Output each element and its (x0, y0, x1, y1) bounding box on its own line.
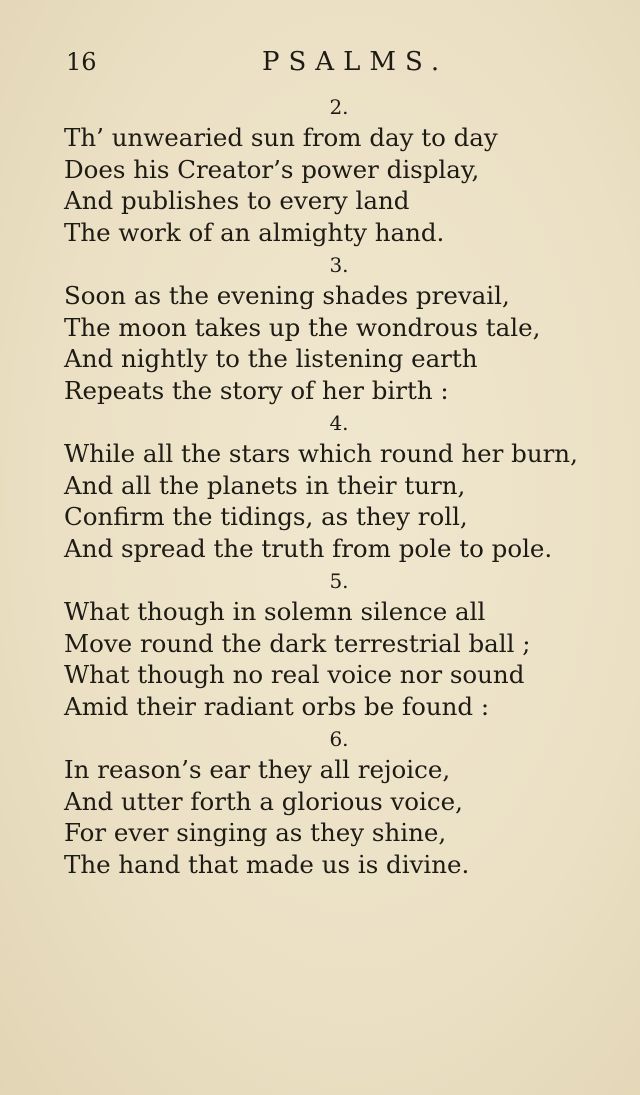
verse-line: What though no real voice nor sound (64, 660, 525, 689)
running-head: PSALMS. (262, 47, 449, 77)
verse-line: The work of an almighty hand. (64, 217, 445, 247)
stanza (64, 566, 634, 722)
page-number: 16 (66, 48, 97, 76)
page-header (0, 44, 640, 80)
stanza-number: 5. (329, 569, 349, 593)
stanza (64, 250, 634, 406)
verse-line: And spread the truth from pole to pole. (64, 533, 553, 563)
verse-line: Does his Creator’s power display, (64, 154, 480, 184)
verse-line: And all the planets in their turn, (64, 470, 466, 500)
verse-line: And utter forth a glorious voice, (64, 786, 463, 816)
stanza-number: 2. (329, 95, 349, 119)
verse-line: Soon as the evening shades prevail, (64, 281, 510, 310)
verse-line: In reason’s ear they all rejoice, (64, 755, 451, 784)
stanza (64, 92, 634, 248)
verse-line: Repeats the story of her birth : (64, 375, 449, 405)
verse-line: The moon takes up the wondrous tale, (64, 312, 541, 342)
verse-line: While all the stars which round her burn, (64, 439, 578, 468)
verse-line: The hand that made us is divine. (64, 849, 470, 879)
verse-line: What though in solemn silence all (64, 597, 486, 626)
stanza (64, 408, 634, 564)
verse-line: Th’ unwearied sun from day to day (64, 123, 498, 152)
stanza (64, 724, 634, 880)
stanza-number: 6. (329, 727, 349, 751)
verse-line: And nightly to the listening earth (64, 344, 478, 373)
verse-line: For ever singing as they shine, (64, 818, 447, 847)
stanza-number: 3. (329, 253, 349, 277)
verse-line: And publishes to every land (64, 186, 410, 215)
verse-line: Move round the dark terrestrial ball ; (64, 628, 531, 658)
verse-line: Amid their radiant orbs be found : (64, 691, 490, 721)
psalm-text (64, 92, 634, 880)
verse-line: Confirm the tidings, as they roll, (64, 502, 468, 531)
stanza-number: 4. (329, 411, 349, 435)
